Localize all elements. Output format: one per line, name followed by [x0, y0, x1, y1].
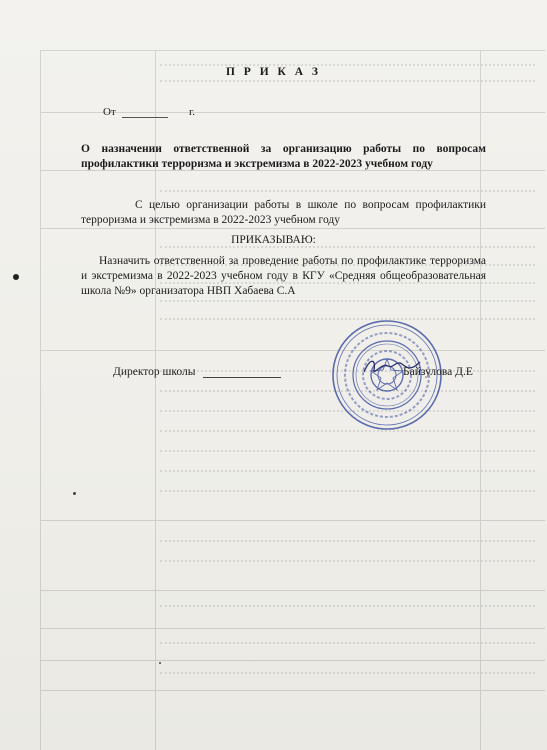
date-line	[103, 106, 168, 118]
ink-speck	[73, 492, 76, 495]
order-item-1: Назначить ответственной за проведение работы по профилактике терроризма и экстремизма в 2022-2023 учебном году в КГУ «Средняя общеобразовательная школа №9» организатора НВП Хабаева С.А	[81, 255, 486, 297]
handwritten-signature	[360, 352, 430, 382]
order-directive-word: ПРИКАЗЫВАЮ:	[231, 234, 316, 246]
punch-hole-mark	[13, 274, 19, 280]
order-purpose: С целью организации работы в школе по вопросам профилактики терроризма и экстремизма в 2022-2023 учебном году	[81, 199, 486, 226]
ink-speck	[159, 662, 161, 664]
signatory-title: Директор школы	[113, 366, 196, 378]
from-label: От	[103, 106, 116, 118]
signature-line	[203, 377, 281, 378]
signatory-name: Байзулова Д.Е	[403, 366, 473, 378]
document-title: П Р И К А З	[225, 66, 321, 78]
order-subject: О назначении ответственной за организацию работы по вопросам профилактики терроризма и экстремизма в 2022-2023 учебном году	[81, 143, 486, 170]
date-blank	[122, 107, 168, 118]
year-suffix: г.	[189, 106, 196, 118]
